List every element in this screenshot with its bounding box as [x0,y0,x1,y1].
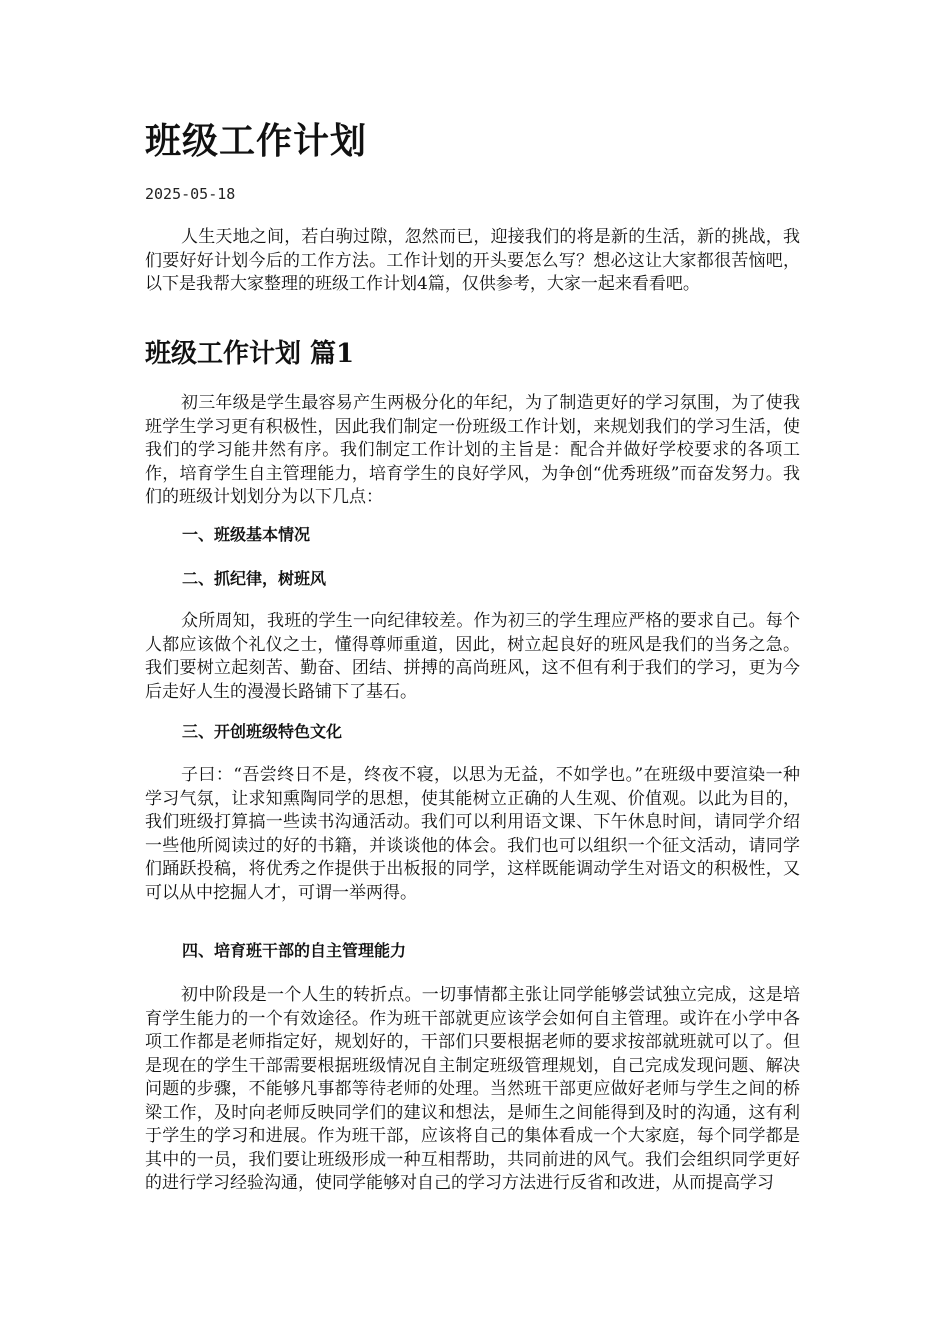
document-title: 班级工作计划 [145,120,368,162]
body-paragraph: 子曰：“吾尝终日不是，终夜不寝，以思为无益，不如学也。”在班级中要渲染一种学习气氛，让求知熏陶同学的思想，使其能树立正确的人生观、价值观。以此为目的，我们班级打算搞一些读书沟通活动。我们可以利用语文课、下午休息时间，请同学介绍一些他所阅读过的好的书籍，并谈谈他的体会。我们也可以组织一个征文活动，请同学们踊跃投稿，将优秀之作提供于出板报的同学，这样既能调动学生对语文的积极性，又可以从中挖掘人才，可谓一举两得。 [145,765,800,903]
sub-heading-class-overview: 一、班级基本情况 [182,525,311,544]
body-paragraph: 众所周知，我班的学生一向纪律较差。作为初三的学生理应严格的要求自己。每个人都应该做个礼仪之士，懂得尊师重道，因此，树立起良好的班风是我们的当务之急。我们要树立起刻苦、勤奋、团结、拼搏的高尚班风，这不但有利于我们的学习，更为今后走好人生的漫漫长路铺下了基石。 [145,611,800,702]
section-title: 班级工作计划 篇1 [145,339,355,369]
sub-heading-discipline: 二、抓纪律，树班风 [182,569,327,588]
sub-heading-cadre-management: 四、培育班干部的自主管理能力 [182,941,407,960]
intro-paragraph: 人生天地之间，若白驹过隙，忽然而已，迎接我们的将是新的生活，新的挑战，我们要好好计划今后的工作方法。工作计划的开头要怎么写？想必这让大家都很苦恼吧，以下是我帮大家整理的班级工作计划4篇，仅供参考，大家一起来看看吧。 [145,227,800,294]
publish-date: 2025-05-18 [145,185,236,203]
body-paragraph: 初三年级是学生最容易产生两极分化的年纪，为了制造更好的学习氛围，为了使我班学生学习更有积极性，因此我们制定一份班级工作计划，来规划我们的学习生活，使我们的学习能井然有序。我们制定工作计划的主旨是：配合并做好学校要求的各项工作，培育学生自主管理能力，培育学生的良好学风，为争创“优秀班级”而奋发努力。我们的班级计划划分为以下几点： [145,393,800,507]
sub-heading-class-culture: 三、开创班级特色文化 [182,722,343,741]
body-paragraph: 初中阶段是一个人生的转折点。一切事情都主张让同学能够尝试独立完成，这是培育学生能力的一个有效途径。作为班干部就更应该学会如何自主管理。或许在小学中各项工作都是老师指定好，规划好的，干部们只要根据老师的要求按部就班就可以了。但是现在的学生干部需要根据班级情况自主制定班级管理规划，自己完成发现问题、解决问题的步骤，不能够凡事都等待老师的处理。当然班干部更应做好老师与学生之间的桥梁工作，及时向老师反映同学们的建议和想法，是师生之间能得到及时的沟通，这有利于学生的学习和进展。作为班干部，应该将自己的集体看成一个大家庭，每个同学都是其中的一员，我们要让班级形成一种互相帮助，共同前进的风气。我们会组织同学更好的进行学习经验沟通，使同学能够对自己的学习方法进行反省和改进，从而提高学习 [145,985,800,1193]
